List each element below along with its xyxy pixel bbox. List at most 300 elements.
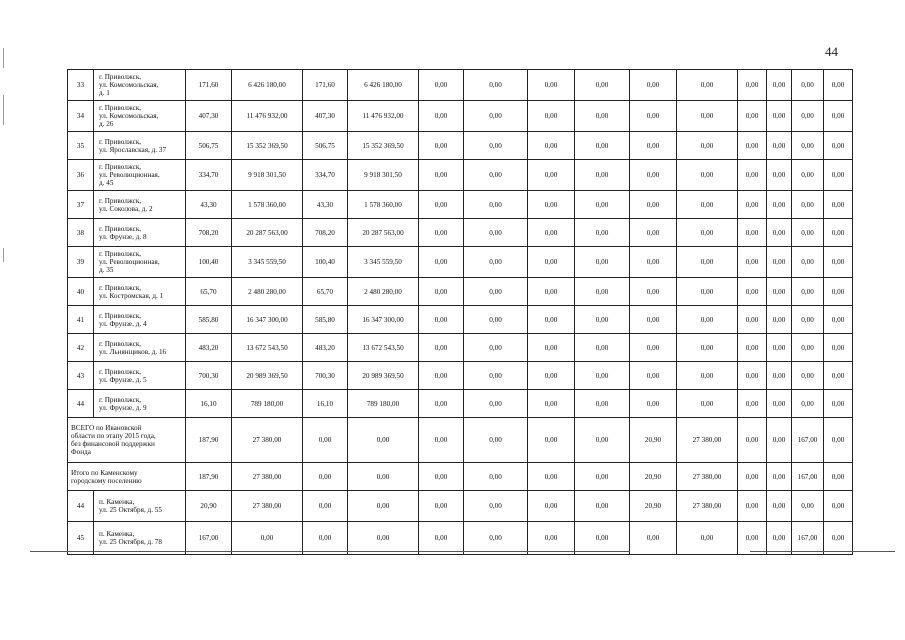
value-cell: 789 180,00 bbox=[348, 390, 419, 418]
value-cell: 0,00 bbox=[792, 306, 824, 334]
row-number-cell: 34 bbox=[68, 101, 94, 132]
value-cell: 0,00 bbox=[767, 463, 792, 491]
value-cell: 20 287 563,00 bbox=[232, 219, 303, 247]
cell-text-line: г. Приволжск, bbox=[99, 395, 142, 404]
value-cell: 0,00 bbox=[630, 278, 677, 306]
value-cell: 0,00 bbox=[419, 306, 464, 334]
value-cell: 27 380,00 bbox=[232, 463, 303, 491]
row-number-cell: 45 bbox=[68, 522, 94, 555]
value-cell: 0,00 bbox=[575, 70, 630, 101]
value-cell: 0,00 bbox=[464, 463, 528, 491]
value-cell: 708,20 bbox=[303, 219, 348, 247]
value-cell: 27 380,00 bbox=[232, 418, 303, 463]
value-cell: 0,00 bbox=[738, 70, 767, 101]
value-cell: 0,00 bbox=[738, 278, 767, 306]
address-cell bbox=[94, 132, 186, 160]
value-cell: 0,00 bbox=[738, 160, 767, 191]
value-cell: 0,00 bbox=[792, 70, 824, 101]
value-cell: 0,00 bbox=[630, 362, 677, 390]
value-cell: 0,00 bbox=[792, 191, 824, 219]
cell-text-line: ул. Фрунзе, д. 5 bbox=[99, 375, 147, 384]
value-cell: 171,60 bbox=[186, 70, 232, 101]
value-cell: 0,00 bbox=[464, 362, 528, 390]
value-cell: 0,00 bbox=[677, 278, 738, 306]
row-number-cell: 35 bbox=[68, 132, 94, 160]
address-cell bbox=[94, 278, 186, 306]
value-cell: 0,00 bbox=[630, 219, 677, 247]
value-cell: 0,00 bbox=[528, 463, 575, 491]
cell-text-line: п. Каменка, bbox=[99, 498, 135, 506]
value-cell: 0,00 bbox=[348, 522, 419, 555]
value-cell: 11 476 932,00 bbox=[232, 101, 303, 132]
value-cell: 0,00 bbox=[419, 160, 464, 191]
value-cell: 0,00 bbox=[464, 247, 528, 278]
value-cell: 506,75 bbox=[186, 132, 232, 160]
value-cell: 0,00 bbox=[575, 463, 630, 491]
value-cell: 0,00 bbox=[419, 390, 464, 418]
cell-text-line: ул. Костромская, д. 1 bbox=[99, 291, 164, 300]
value-cell: 0,00 bbox=[767, 390, 792, 418]
value-cell: 20,90 bbox=[630, 463, 677, 491]
value-cell: 0,00 bbox=[738, 219, 767, 247]
cell-text-line: п. Каменка, bbox=[99, 530, 135, 538]
value-cell: 0,00 bbox=[824, 247, 853, 278]
cell-text-line: Фонда bbox=[71, 448, 91, 456]
value-cell: 0,00 bbox=[792, 219, 824, 247]
table-row bbox=[68, 247, 853, 278]
value-cell: 0,00 bbox=[738, 101, 767, 132]
bottom-rule bbox=[750, 551, 895, 552]
value-cell: 0,00 bbox=[528, 390, 575, 418]
page-number: 44 bbox=[825, 44, 838, 59]
value-cell: 0,00 bbox=[464, 334, 528, 362]
address-cell bbox=[94, 219, 186, 247]
value-cell: 0,00 bbox=[575, 219, 630, 247]
address-cell bbox=[94, 247, 186, 278]
value-cell: 43,30 bbox=[303, 191, 348, 219]
value-cell: 0,00 bbox=[630, 390, 677, 418]
value-cell: 0,00 bbox=[630, 247, 677, 278]
value-cell: 20,90 bbox=[630, 418, 677, 463]
cell-text-line: д. 26 bbox=[99, 120, 114, 128]
value-cell: 0,00 bbox=[419, 191, 464, 219]
value-cell: 9 918 301,50 bbox=[348, 160, 419, 191]
value-cell: 167,00 bbox=[792, 522, 824, 555]
value-cell: 0,00 bbox=[528, 418, 575, 463]
value-cell: 27 380,00 bbox=[677, 491, 738, 522]
cell-text-line: Итого по Каменскому bbox=[71, 468, 138, 477]
value-cell: 16,10 bbox=[186, 390, 232, 418]
value-cell: 65,70 bbox=[186, 278, 232, 306]
value-cell: 187,90 bbox=[186, 463, 232, 491]
value-cell: 1 578 360,00 bbox=[232, 191, 303, 219]
table-row bbox=[68, 334, 853, 362]
cell-text-line: г. Приволжск, bbox=[99, 163, 142, 171]
cell-text-line: д. 45 bbox=[99, 179, 114, 187]
row-number-cell: 36 bbox=[68, 160, 94, 191]
value-cell: 0,00 bbox=[575, 160, 630, 191]
value-cell: 0,00 bbox=[824, 191, 853, 219]
address-cell bbox=[94, 191, 186, 219]
value-cell: 20 989 369,50 bbox=[232, 362, 303, 390]
address-cell bbox=[94, 334, 186, 362]
value-cell: 407,30 bbox=[303, 101, 348, 132]
address-cell bbox=[94, 491, 186, 522]
value-cell: 0,00 bbox=[419, 418, 464, 463]
value-cell: 0,00 bbox=[419, 219, 464, 247]
value-cell: 0,00 bbox=[767, 418, 792, 463]
value-cell: 167,00 bbox=[792, 463, 824, 491]
value-cell: 0,00 bbox=[792, 160, 824, 191]
value-cell: 0,00 bbox=[528, 132, 575, 160]
value-cell: 65,70 bbox=[303, 278, 348, 306]
value-cell: 0,00 bbox=[677, 160, 738, 191]
cell-text-line: ул. Льнянщиков, д. 16 bbox=[99, 347, 167, 356]
value-cell: 0,00 bbox=[824, 418, 853, 463]
value-cell: 11 476 932,00 bbox=[348, 101, 419, 132]
value-cell: 0,00 bbox=[677, 334, 738, 362]
cell-text-line: д. 35 bbox=[99, 266, 114, 274]
value-cell: 0,00 bbox=[738, 463, 767, 491]
cell-text-line: г. Приволжск, bbox=[99, 311, 142, 320]
value-cell: 20,90 bbox=[186, 491, 232, 522]
value-cell: 0,00 bbox=[738, 247, 767, 278]
value-cell: 0,00 bbox=[630, 160, 677, 191]
cell-text-line: ул. Комсомольская, bbox=[99, 81, 159, 89]
value-cell: 0,00 bbox=[824, 70, 853, 101]
value-cell: 334,70 bbox=[303, 160, 348, 191]
value-cell: 0,00 bbox=[419, 491, 464, 522]
value-cell: 0,00 bbox=[677, 522, 738, 555]
value-cell: 0,00 bbox=[575, 278, 630, 306]
value-cell: 0,00 bbox=[528, 522, 575, 555]
value-cell: 0,00 bbox=[575, 362, 630, 390]
value-cell: 20,90 bbox=[630, 491, 677, 522]
value-cell: 0,00 bbox=[824, 334, 853, 362]
value-cell: 0,00 bbox=[575, 191, 630, 219]
row-number-cell: 38 bbox=[68, 219, 94, 247]
value-cell: 0,00 bbox=[738, 334, 767, 362]
value-cell: 0,00 bbox=[738, 418, 767, 463]
address-cell bbox=[94, 306, 186, 334]
value-cell: 0,00 bbox=[767, 306, 792, 334]
value-cell: 167,00 bbox=[186, 522, 232, 555]
value-cell: 100,40 bbox=[303, 247, 348, 278]
value-cell: 708,20 bbox=[186, 219, 232, 247]
data-table bbox=[67, 69, 853, 555]
value-cell: 0,00 bbox=[824, 306, 853, 334]
value-cell: 0,00 bbox=[630, 306, 677, 334]
table-row bbox=[68, 132, 853, 160]
value-cell: 3 345 559,50 bbox=[232, 247, 303, 278]
value-cell: 0,00 bbox=[630, 132, 677, 160]
value-cell: 6 426 180,00 bbox=[348, 70, 419, 101]
value-cell: 0,00 bbox=[677, 362, 738, 390]
row-number-cell: 33 bbox=[68, 70, 94, 101]
value-cell: 0,00 bbox=[464, 132, 528, 160]
value-cell: 0,00 bbox=[630, 191, 677, 219]
value-cell: 2 480 280,00 bbox=[348, 278, 419, 306]
value-cell: 0,00 bbox=[630, 101, 677, 132]
value-cell: 0,00 bbox=[419, 247, 464, 278]
value-cell: 0,00 bbox=[677, 101, 738, 132]
value-cell: 0,00 bbox=[575, 491, 630, 522]
value-cell: 0,00 bbox=[792, 132, 824, 160]
value-cell: 0,00 bbox=[792, 491, 824, 522]
value-cell: 0,00 bbox=[824, 463, 853, 491]
value-cell: 0,00 bbox=[824, 278, 853, 306]
value-cell: 0,00 bbox=[528, 219, 575, 247]
summary-row bbox=[68, 463, 853, 491]
value-cell: 0,00 bbox=[767, 101, 792, 132]
table-row bbox=[68, 362, 853, 390]
value-cell: 0,00 bbox=[792, 247, 824, 278]
cell-text-line: области по этапу 2015 года, bbox=[71, 432, 156, 440]
value-cell: 15 352 369,50 bbox=[348, 132, 419, 160]
value-cell: 0,00 bbox=[677, 70, 738, 101]
cell-text-line: ул. Фрунзе, д. 8 bbox=[99, 232, 147, 241]
value-cell: 9 918 301,50 bbox=[232, 160, 303, 191]
cell-text-line: г. Приволжск, bbox=[99, 137, 142, 146]
value-cell: 0,00 bbox=[824, 132, 853, 160]
cell-text-line: г. Приволжск, bbox=[99, 283, 142, 292]
cell-text-line: ВСЕГО по Ивановской bbox=[71, 424, 142, 432]
value-cell: 0,00 bbox=[792, 362, 824, 390]
value-cell: 15 352 369,50 bbox=[232, 132, 303, 160]
value-cell: 0,00 bbox=[464, 219, 528, 247]
value-cell: 0,00 bbox=[232, 522, 303, 555]
value-cell: 3 345 559,50 bbox=[348, 247, 419, 278]
value-cell: 13 672 543,50 bbox=[348, 334, 419, 362]
value-cell: 0,00 bbox=[464, 278, 528, 306]
address-cell bbox=[94, 522, 186, 555]
value-cell: 506,75 bbox=[303, 132, 348, 160]
value-cell: 334,70 bbox=[186, 160, 232, 191]
value-cell: 100,40 bbox=[186, 247, 232, 278]
value-cell: 0,00 bbox=[677, 191, 738, 219]
table-row bbox=[68, 522, 853, 555]
value-cell: 0,00 bbox=[792, 101, 824, 132]
value-cell: 0,00 bbox=[528, 70, 575, 101]
value-cell: 0,00 bbox=[528, 362, 575, 390]
value-cell: 0,00 bbox=[630, 70, 677, 101]
cell-text-line: г. Приволжск, bbox=[99, 250, 142, 258]
margin-mark bbox=[3, 248, 4, 262]
value-cell: 0,00 bbox=[419, 362, 464, 390]
row-number-cell: 40 bbox=[68, 278, 94, 306]
value-cell: 0,00 bbox=[738, 390, 767, 418]
cell-text-line: ул. Революционная, bbox=[99, 258, 160, 266]
value-cell: 0,00 bbox=[528, 160, 575, 191]
row-number-cell: 37 bbox=[68, 191, 94, 219]
value-cell: 0,00 bbox=[303, 522, 348, 555]
cell-text-line: городскому поселению bbox=[71, 476, 142, 485]
value-cell: 0,00 bbox=[630, 522, 677, 555]
value-cell: 171,60 bbox=[303, 70, 348, 101]
value-cell: 20 287 563,00 bbox=[348, 219, 419, 247]
value-cell: 0,00 bbox=[464, 522, 528, 555]
value-cell: 0,00 bbox=[348, 418, 419, 463]
value-cell: 0,00 bbox=[738, 522, 767, 555]
value-cell: 0,00 bbox=[303, 418, 348, 463]
value-cell: 0,00 bbox=[575, 334, 630, 362]
value-cell: 16 347 300,00 bbox=[348, 306, 419, 334]
bottom-rule bbox=[30, 551, 630, 552]
address-cell bbox=[94, 160, 186, 191]
value-cell: 0,00 bbox=[630, 334, 677, 362]
cell-text-line: г. Приволжск, bbox=[99, 224, 142, 233]
value-cell: 0,00 bbox=[528, 306, 575, 334]
value-cell: 0,00 bbox=[348, 491, 419, 522]
value-cell: 0,00 bbox=[575, 418, 630, 463]
value-cell: 789 180,00 bbox=[232, 390, 303, 418]
value-cell: 0,00 bbox=[767, 191, 792, 219]
value-cell: 16 347 300,00 bbox=[232, 306, 303, 334]
value-cell: 0,00 bbox=[677, 306, 738, 334]
value-cell: 0,00 bbox=[824, 101, 853, 132]
value-cell: 20 989 369,50 bbox=[348, 362, 419, 390]
address-cell bbox=[94, 70, 186, 101]
value-cell: 0,00 bbox=[419, 522, 464, 555]
value-cell: 0,00 bbox=[738, 306, 767, 334]
value-cell: 27 380,00 bbox=[677, 418, 738, 463]
value-cell: 0,00 bbox=[528, 278, 575, 306]
value-cell: 0,00 bbox=[528, 334, 575, 362]
value-cell: 0,00 bbox=[303, 491, 348, 522]
value-cell: 0,00 bbox=[419, 463, 464, 491]
margin-mark bbox=[3, 95, 4, 125]
cell-text-line: ул. Комсомольская, bbox=[99, 112, 159, 120]
value-cell: 0,00 bbox=[575, 132, 630, 160]
summary-label-cell bbox=[68, 463, 186, 491]
table-row bbox=[68, 160, 853, 191]
value-cell: 13 672 543,50 bbox=[232, 334, 303, 362]
value-cell: 0,00 bbox=[419, 334, 464, 362]
row-number-cell: 42 bbox=[68, 334, 94, 362]
value-cell: 0,00 bbox=[824, 219, 853, 247]
value-cell: 0,00 bbox=[824, 160, 853, 191]
value-cell: 0,00 bbox=[464, 418, 528, 463]
value-cell: 0,00 bbox=[348, 463, 419, 491]
value-cell: 0,00 bbox=[419, 132, 464, 160]
value-cell: 0,00 bbox=[767, 219, 792, 247]
cell-text-line: ул. Революционная, bbox=[99, 171, 160, 179]
value-cell: 0,00 bbox=[767, 362, 792, 390]
value-cell: 2 480 280,00 bbox=[232, 278, 303, 306]
value-cell: 0,00 bbox=[575, 101, 630, 132]
summary-row bbox=[68, 418, 853, 463]
value-cell: 483,20 bbox=[186, 334, 232, 362]
value-cell: 0,00 bbox=[738, 191, 767, 219]
value-cell: 27 380,00 bbox=[232, 491, 303, 522]
cell-text-line: г. Приволжск, bbox=[99, 196, 142, 205]
value-cell: 0,00 bbox=[767, 247, 792, 278]
value-cell: 0,00 bbox=[824, 491, 853, 522]
value-cell: 700,30 bbox=[303, 362, 348, 390]
value-cell: 27 380,00 bbox=[677, 463, 738, 491]
value-cell: 0,00 bbox=[528, 491, 575, 522]
value-cell: 0,00 bbox=[738, 491, 767, 522]
value-cell: 0,00 bbox=[792, 278, 824, 306]
cell-text-line: ул. Ярославская, д. 37 bbox=[99, 145, 167, 154]
value-cell: 0,00 bbox=[767, 278, 792, 306]
table-row bbox=[68, 219, 853, 247]
value-cell: 585,80 bbox=[303, 306, 348, 334]
value-cell: 585,80 bbox=[186, 306, 232, 334]
value-cell: 0,00 bbox=[303, 463, 348, 491]
value-cell: 0,00 bbox=[767, 522, 792, 555]
value-cell: 0,00 bbox=[677, 219, 738, 247]
value-cell: 0,00 bbox=[575, 390, 630, 418]
value-cell: 0,00 bbox=[464, 390, 528, 418]
cell-text-line: г. Приволжск, bbox=[99, 73, 142, 81]
value-cell: 0,00 bbox=[677, 247, 738, 278]
value-cell: 6 426 180,00 bbox=[232, 70, 303, 101]
table-row bbox=[68, 70, 853, 101]
value-cell: 0,00 bbox=[738, 362, 767, 390]
table-row bbox=[68, 306, 853, 334]
value-cell: 0,00 bbox=[464, 101, 528, 132]
value-cell: 167,00 bbox=[792, 418, 824, 463]
row-number-cell: 44 bbox=[68, 491, 94, 522]
address-cell bbox=[94, 362, 186, 390]
cell-text-line: д. 1 bbox=[99, 89, 110, 97]
value-cell: 0,00 bbox=[464, 491, 528, 522]
value-cell: 0,00 bbox=[419, 70, 464, 101]
value-cell: 0,00 bbox=[575, 522, 630, 555]
value-cell: 0,00 bbox=[419, 278, 464, 306]
value-cell: 0,00 bbox=[767, 334, 792, 362]
cell-text-line: ул. 25 Октября, д. 55 bbox=[99, 506, 162, 514]
cell-text-line: ул. 25 Октября, д. 78 bbox=[99, 538, 162, 546]
value-cell: 0,00 bbox=[419, 101, 464, 132]
table-row bbox=[68, 191, 853, 219]
value-cell: 0,00 bbox=[824, 390, 853, 418]
value-cell: 0,00 bbox=[792, 390, 824, 418]
value-cell: 0,00 bbox=[677, 390, 738, 418]
row-number-cell: 39 bbox=[68, 247, 94, 278]
value-cell: 0,00 bbox=[677, 132, 738, 160]
value-cell: 1 578 360,00 bbox=[348, 191, 419, 219]
table-row bbox=[68, 278, 853, 306]
value-cell: 0,00 bbox=[767, 70, 792, 101]
cell-text-line: г. Приволжск, bbox=[99, 339, 142, 348]
margin-mark bbox=[3, 48, 4, 68]
summary-label-cell bbox=[68, 418, 186, 463]
value-cell: 0,00 bbox=[767, 160, 792, 191]
value-cell: 16,10 bbox=[303, 390, 348, 418]
table-row bbox=[68, 101, 853, 132]
table-row bbox=[68, 491, 853, 522]
value-cell: 0,00 bbox=[767, 491, 792, 522]
value-cell: 700,30 bbox=[186, 362, 232, 390]
value-cell: 483,20 bbox=[303, 334, 348, 362]
cell-text-line: ул. Фрунзе, д. 9 bbox=[99, 403, 147, 412]
value-cell: 0,00 bbox=[528, 101, 575, 132]
value-cell: 0,00 bbox=[575, 247, 630, 278]
address-cell bbox=[94, 390, 186, 418]
address-cell bbox=[94, 101, 186, 132]
row-number-cell: 44 bbox=[68, 390, 94, 418]
row-number-cell: 41 bbox=[68, 306, 94, 334]
value-cell: 0,00 bbox=[464, 191, 528, 219]
value-cell: 43,30 bbox=[186, 191, 232, 219]
cell-text-line: г. Приволжск, bbox=[99, 104, 142, 112]
table-body bbox=[68, 70, 853, 555]
cell-text-line: г. Приволжск, bbox=[99, 367, 142, 376]
value-cell: 0,00 bbox=[575, 306, 630, 334]
value-cell: 0,00 bbox=[824, 522, 853, 555]
